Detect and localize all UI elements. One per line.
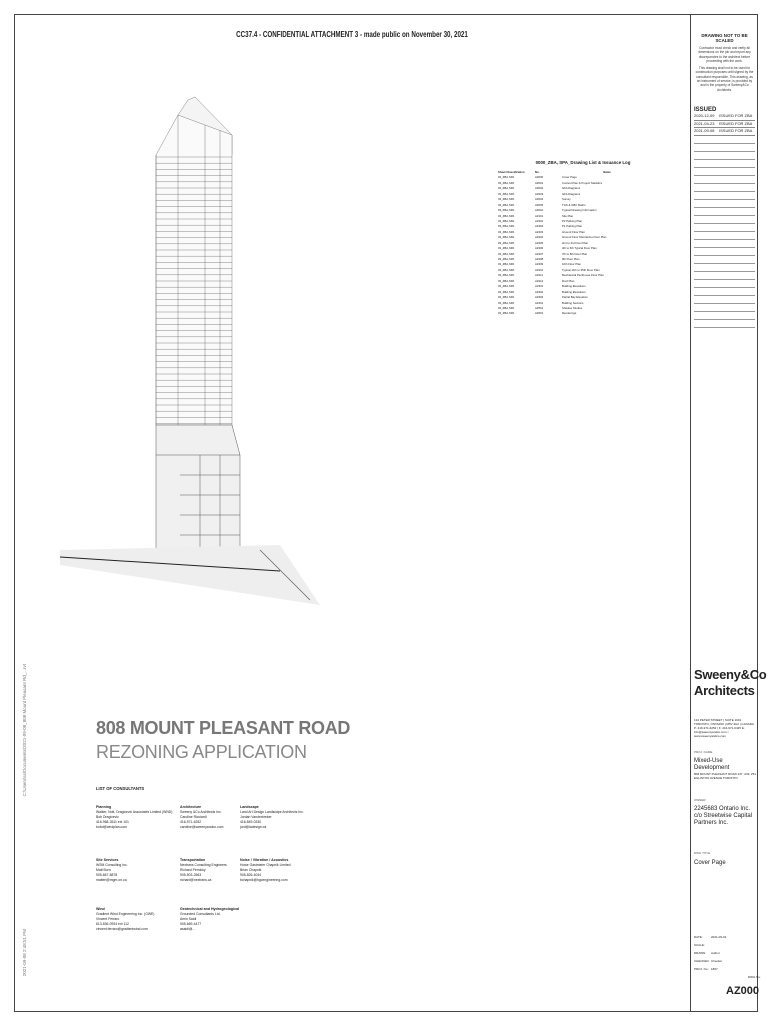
log-sheet-name: Shadow Studies xyxy=(562,305,583,310)
logo-line-2: Architects xyxy=(694,683,755,698)
blank-revision-row xyxy=(694,232,755,240)
issued-heading: ISSUED xyxy=(694,106,717,113)
log-sheet-no: AZ208 xyxy=(535,257,544,261)
drawing-log-row xyxy=(498,311,698,316)
consultant-line: bchapnik@hgcengineering.com xyxy=(240,878,288,883)
drawn-value: Author xyxy=(711,951,720,955)
consultant-line: bobd@wndplan.com xyxy=(96,825,127,830)
date-value: 2021-09-01 xyxy=(711,935,727,939)
meta-block xyxy=(694,933,756,973)
log-classification: 03_ZBA,SPA xyxy=(498,218,515,223)
log-sheet-name: GFA Diagrams xyxy=(562,186,581,191)
date-label: DATE: xyxy=(694,935,703,939)
consultant-line: vincent.ferraro@gradientwind.com xyxy=(96,927,148,932)
consultant-line: 613-836-0934 ext 112 xyxy=(96,922,129,927)
project-title: 808 MOUNT PLEASANT ROAD xyxy=(96,718,351,738)
log-sheet-name: Mechanical Penthouse Floor Plan xyxy=(562,273,604,278)
log-classification: 03_ZBA,SPA xyxy=(498,289,515,294)
drawn-label: DRAWN: xyxy=(694,951,707,955)
consultant-line: Walker, Nott, Dragicevic Associates Limited (WND) xyxy=(96,810,173,815)
consultant-role: Planning xyxy=(96,805,112,809)
log-sheet-name: Ground Floor Mezzanine Floor Plan xyxy=(562,235,607,240)
consultant-line: Caroline Ricciardi xyxy=(180,815,207,820)
log-classification: 03_ZBA,SPA xyxy=(498,191,515,196)
log-sheet-no: AZ501 xyxy=(535,305,544,310)
consultant-entry xyxy=(96,858,186,883)
consultant-line: Sweeny &Co Architects Inc. xyxy=(180,810,222,815)
log-classification: 03_ZBA,SPA xyxy=(498,180,515,185)
checked-value: Checker xyxy=(711,959,723,963)
blank-revision-row xyxy=(694,320,755,328)
issued-description: ISSUED FOR ZBA xyxy=(719,112,753,118)
dwg-title-label: DWG TITLE xyxy=(694,851,711,855)
proj-name: Mixed-Use Development xyxy=(694,758,730,771)
log-classification: 03_ZBA,SPA xyxy=(498,311,515,316)
log-sheet-name: Building Sections xyxy=(562,300,584,305)
issued-row xyxy=(694,113,755,121)
log-classification: 03_ZBA,SPA xyxy=(498,202,515,207)
consultants-heading: LIST OF CONSULTANTS xyxy=(96,786,145,791)
consultant-line: Vincent Ferraro xyxy=(96,917,120,922)
log-sheet-no: AZ001 xyxy=(535,180,544,185)
consultant-role: Site Services xyxy=(96,858,119,862)
log-classification: 03_ZBA,SPA xyxy=(498,213,515,218)
log-sheet-no: AZ202 xyxy=(535,224,544,229)
log-sheet-no: AZ000 xyxy=(535,175,544,180)
proj-address: 808 MOUNT PLEASANT ROAD 247, 249, 251 EGLINTON AVENUE TORONTO xyxy=(694,772,756,780)
consultant-role: Wind xyxy=(96,907,105,911)
log-classification: 03_ZBA,SPA xyxy=(498,278,515,283)
issued-description: ISSUED FOR ZBA xyxy=(719,120,753,126)
title-block xyxy=(690,14,758,1012)
consultant-line: caroline@sweenyandco.com xyxy=(180,825,224,830)
consultant-line: Howe Gastmeier Chapnik Limited xyxy=(240,863,291,868)
log-classification: 03_ZBA,SPA xyxy=(498,257,515,261)
log-sheet-name: Renderings xyxy=(562,311,577,316)
log-classification: 03_ZBA,SPA xyxy=(498,235,515,240)
consultant-line: 905-669-4477 xyxy=(180,922,202,927)
project-subtitle: REZONING APPLICATION xyxy=(96,742,307,762)
consultant-line: asaidi@... xyxy=(180,927,196,932)
log-sheet-no: AZ204 xyxy=(535,235,544,240)
log-sheet-no: AZ303 xyxy=(535,295,544,300)
blank-revision-row xyxy=(694,208,755,216)
log-sheet-no: AZ209 xyxy=(535,262,544,267)
print-date-text: 2021-09-08 2:48:51 PM xyxy=(22,929,27,977)
log-sheet-name: Typical 11th to 35th Floor Plan xyxy=(562,267,600,272)
blank-revision-row xyxy=(694,288,755,296)
consultant-line: 416-968-3511 ext 101 xyxy=(96,820,129,825)
consultant-entry xyxy=(96,805,186,830)
blank-revision-row xyxy=(694,296,755,304)
consultant-entry xyxy=(240,858,330,883)
proj-no-label: PROJ. No.: xyxy=(694,967,710,971)
log-sheet-no: AZ010 xyxy=(535,208,544,213)
log-sheet-name: P1 Parking Plan xyxy=(562,224,583,229)
log-sheet-no: AZ004 xyxy=(535,197,544,202)
blank-revision-row xyxy=(694,312,755,320)
consultant-line: 416-971-6252 xyxy=(180,820,202,825)
log-classification: 03_ZBA,SPA xyxy=(498,267,515,272)
log-header-classification: Sheet Classification xyxy=(498,170,525,174)
blank-revision-row xyxy=(694,176,755,184)
proj-name-label: PROJ. NAME xyxy=(694,750,713,754)
owner-name: 2245683 Ontario Inc. c/o Streetwise Capital Partners Inc. xyxy=(694,806,753,826)
log-sheet-name: 4th to 6th Typical Floor Plan xyxy=(562,246,597,251)
issued-description: ISSUED FOR ZBA xyxy=(719,128,753,134)
log-sheet-no: AZ211 xyxy=(535,273,544,278)
log-sheet-no: AZ205 xyxy=(535,240,544,245)
owner-label: OWNER xyxy=(694,798,706,802)
log-classification: 03_ZBA,SPA xyxy=(498,224,515,229)
issued-row xyxy=(694,128,755,136)
log-sheet-name: Building Elevations xyxy=(562,289,586,294)
log-classification: 03_ZBA,SPA xyxy=(498,305,515,310)
consultant-line: Grounded Consultants Ltd. xyxy=(180,912,221,917)
logo-line-1: Sweeny&Co xyxy=(694,667,767,682)
consultant-line: matten@mgm.on.ca xyxy=(96,878,127,883)
issued-list xyxy=(694,113,755,136)
consultant-role: Noise / Vibration / Acoustics xyxy=(240,858,289,862)
log-sheet-name: 10th Floor Plan xyxy=(562,262,581,267)
log-classification: 03_ZBA,SPA xyxy=(498,295,515,300)
log-sheet-name: GFA Diagrams xyxy=(562,191,581,196)
consultant-line: Jordan Vanderbreker xyxy=(240,815,272,820)
consultant-line: Land Art Design Landscape Architects Inc. xyxy=(240,810,304,815)
blank-revision-row xyxy=(694,144,755,152)
consultant-line: 905-826-4044 xyxy=(240,873,262,878)
blank-revision-row xyxy=(694,264,755,272)
issued-row xyxy=(694,121,755,129)
construction-note: This drawing shall not to be used for construction purposes until signed by the consultant responsible. This drawing, as an instrument of service, is provided by and is the property of Sweeny&Co Architects. xyxy=(695,66,754,92)
confidential-header: CC37.4 - CONFIDENTIAL ATTACHMENT 3 - made public on November 30, 2021 xyxy=(236,30,468,39)
consultant-role: Transportation xyxy=(180,858,206,862)
log-sheet-no: AZ003 xyxy=(535,191,544,196)
log-classification: 03_ZBA,SPA xyxy=(498,229,515,234)
log-sheet-no: AZ206 xyxy=(535,246,544,251)
log-sheet-name: Building Elevations xyxy=(562,284,586,289)
consultant-line: Matt Burn xyxy=(96,868,111,873)
consultant-line: 905-503-2563 xyxy=(180,873,202,878)
issued-date: 2021-04-23 xyxy=(694,120,715,126)
dwg-no-label: DWG No. xyxy=(748,975,761,979)
log-sheet-no: AZ210 xyxy=(535,267,544,272)
blank-revision-row xyxy=(694,184,755,192)
scale-warning: DRAWING NOT TO BE SCALED xyxy=(701,33,748,43)
blank-revision-row xyxy=(694,168,755,176)
log-classification: 03_ZBA,SPA xyxy=(498,251,515,256)
consultant-entry xyxy=(240,805,330,830)
log-sheet-no: AZ203 xyxy=(535,229,544,234)
log-sheet-name: Context Plan & Project Statistics xyxy=(562,180,603,185)
drawing-log-title: 0000_ZBA, SPA_Drawing List & Issuance Log xyxy=(535,160,631,165)
log-sheet-no: AZ401 xyxy=(535,300,544,305)
consultant-line: 905-667-8878 xyxy=(96,873,118,878)
blank-revision-row xyxy=(694,136,755,144)
consultant-role: Landscape xyxy=(240,805,259,809)
consultant-role: Geotechnical and Hydrogeological xyxy=(180,907,240,911)
log-classification: 03_ZBA,SPA xyxy=(498,262,515,267)
log-classification: 03_ZBA,SPA xyxy=(498,197,515,202)
log-classification: 03_ZBA,SPA xyxy=(498,175,515,180)
log-sheet-name: Partial Bay Elevation xyxy=(562,295,588,300)
blank-revision-row xyxy=(694,200,755,208)
log-classification: 03_ZBA,SPA xyxy=(498,246,515,251)
log-sheet-name: 2nd to 3rd Floor Plan xyxy=(562,240,589,245)
log-classification: 03_ZBA,SPA xyxy=(498,284,515,289)
log-sheet-no: AZ601 xyxy=(535,311,544,316)
firm-logo xyxy=(694,667,766,699)
blank-revision-row xyxy=(694,216,755,224)
file-path-text: C:\Users\ss\Documents\2021-09-08_808 Mount Pleasant Rd_...rvt xyxy=(22,664,27,797)
consultant-role: Architecture xyxy=(180,805,202,809)
log-classification: 03_ZBA,SPA xyxy=(498,186,515,191)
tower-rendering xyxy=(60,95,320,605)
log-sheet-name: 7th to 8th Floor Plan xyxy=(562,251,588,256)
log-sheet-name: P2 Parking Plan xyxy=(562,218,583,223)
proj-no-value: 1867 xyxy=(711,967,718,971)
dwg-title: Cover Page xyxy=(694,860,726,866)
scale-label: SCALE: xyxy=(694,943,705,947)
blank-revision-row xyxy=(694,248,755,256)
log-sheet-no: AZ302 xyxy=(535,289,544,294)
log-classification: 03_ZBA,SPA xyxy=(498,240,515,245)
sheet-number: AZ000 xyxy=(726,985,760,997)
consultant-line: 416-849-0330 xyxy=(240,820,262,825)
blank-revision-row xyxy=(694,272,755,280)
log-header-no: No. xyxy=(535,170,540,174)
consultant-entry xyxy=(180,907,270,932)
log-sheet-name: TGS & OBC Matrix xyxy=(562,202,586,207)
drawing-log-rows xyxy=(498,175,698,316)
log-classification: 03_ZBA,SPA xyxy=(498,273,515,278)
log-sheet-name: 9th Floor Plan xyxy=(562,257,580,261)
blank-revision-row xyxy=(694,224,755,232)
log-sheet-no: AZ005 xyxy=(535,202,544,207)
log-sheet-name: Ground Floor Plan xyxy=(562,229,585,234)
consultant-line: Richard Pernicky xyxy=(180,868,206,873)
log-classification: 03_ZBA,SPA xyxy=(498,208,515,213)
consultant-line: jord@ladesign.ca xyxy=(240,825,267,830)
blank-revision-row xyxy=(694,240,755,248)
log-classification: 03_ZBA,SPA xyxy=(498,300,515,305)
checked-label: CHECKED: xyxy=(694,959,710,963)
log-sheet-no: AZ201 xyxy=(535,218,544,223)
log-sheet-no: AZ002 xyxy=(535,186,544,191)
consultant-line: Bob Dragicevic xyxy=(96,815,119,820)
drawing-list-log xyxy=(498,160,698,317)
blank-revision-row xyxy=(694,256,755,264)
log-sheet-name: Roof Plan xyxy=(562,278,575,283)
blank-revision-row xyxy=(694,152,755,160)
blank-revision-row xyxy=(694,160,755,168)
log-sheet-no: AZ207 xyxy=(535,251,544,256)
blank-revision-row xyxy=(694,192,755,200)
log-sheet-no: AZ301 xyxy=(535,284,544,289)
consultant-line: Gradient Wind Engineering Inc. (GWE) xyxy=(96,912,155,917)
contractor-note: Contractor must check and verify all dimensions on the job and report any discrepancies to the architect before proceeding with the work. xyxy=(698,46,751,63)
log-sheet-name: Site Plan xyxy=(562,213,574,218)
revision-blank-rows xyxy=(694,136,755,328)
consultant-line: Nextrans Consulting Engineers xyxy=(180,863,227,868)
blank-revision-row xyxy=(694,304,755,312)
log-sheet-name: Typical Drawing Information xyxy=(562,208,597,213)
log-sheet-no: AZ101 xyxy=(535,213,544,218)
consultant-entry xyxy=(96,907,186,932)
log-header-name: Name xyxy=(603,170,611,174)
blank-revision-row xyxy=(694,280,755,288)
firm-address: 134 PETER STREET | SUITE 1601 TORONTO, ONTARIO | M5V 2H2 | CANADA P: 416-971-6252 | F: 416-971-6425 E: info@sweenyandco.com | www.sweenyandco.com xyxy=(694,718,754,738)
issued-date: 2021-09-08 xyxy=(694,128,715,134)
log-sheet-name: Cover Page xyxy=(562,175,577,180)
consultant-line: Brian Chapnik xyxy=(240,868,262,873)
issued-date: 2020-12-09 xyxy=(694,112,715,118)
consultant-line: WSM Consulting Inc. xyxy=(96,863,128,868)
consultant-line: Amin Saidi xyxy=(180,917,197,922)
log-sheet-name: Survey xyxy=(562,197,571,202)
consultant-line: richard@nextrans.ca xyxy=(180,878,212,883)
log-sheet-no: AZ212 xyxy=(535,278,544,283)
